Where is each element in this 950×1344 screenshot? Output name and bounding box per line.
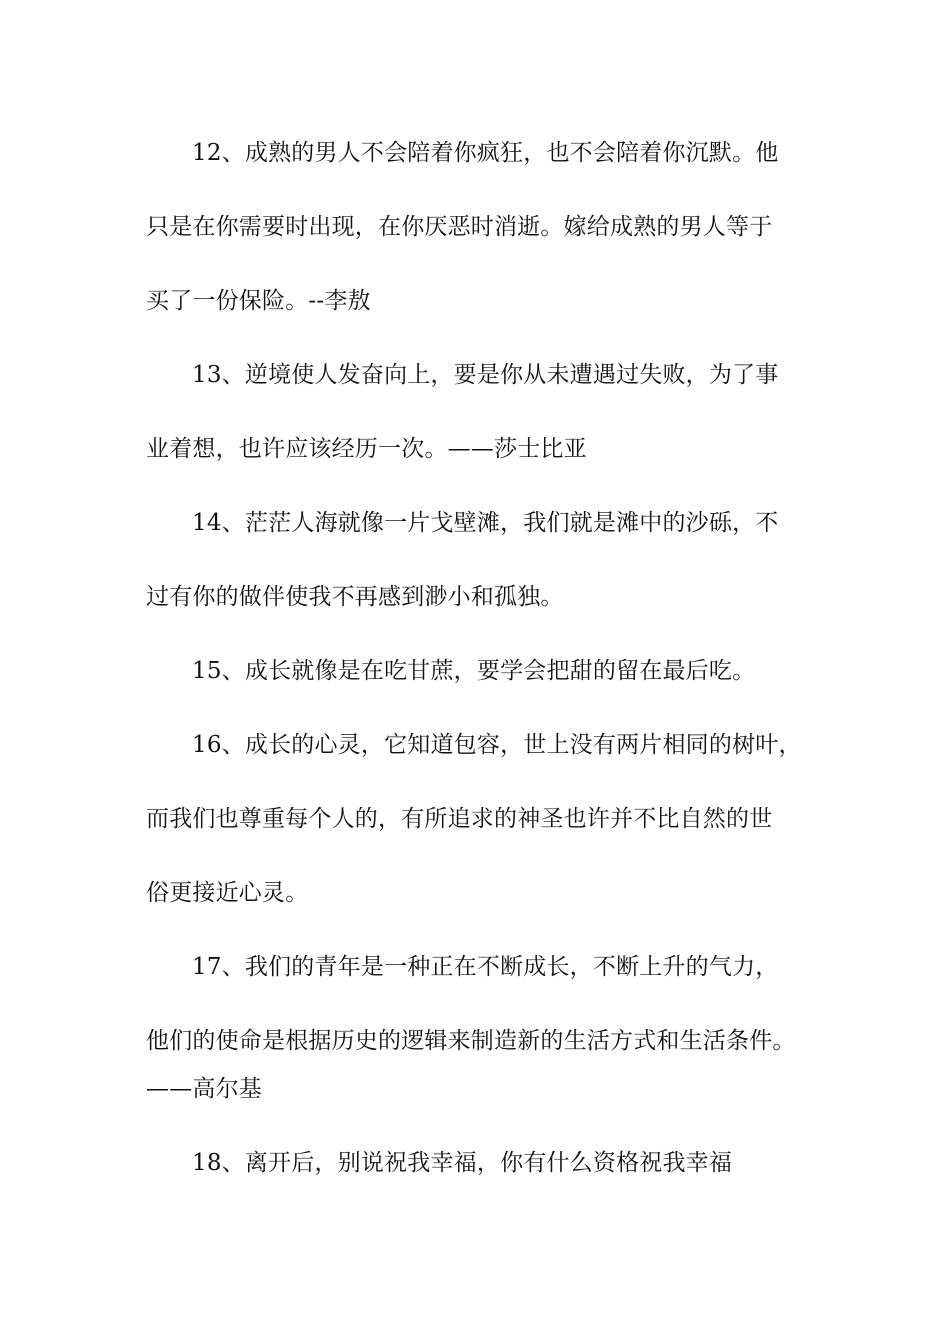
paragraph-line: ——高尔基 xyxy=(146,1076,262,1102)
paragraph-line: 而我们也尊重每个人的，有所追求的神圣也许并不比自然的世 xyxy=(146,806,773,832)
paragraph-quote-17 xyxy=(146,944,816,1140)
paragraph-quote-18 xyxy=(146,1140,816,1214)
paragraph-line: 15、成长就像是在吃甘蔗，要学会把甜的留在最后吃。 xyxy=(192,658,756,684)
paragraph-line: 16、成长的心灵，它知道包容，世上没有两片相同的树叶， xyxy=(192,732,802,758)
paragraph-line: 14、茫茫人海就像一片戈壁滩，我们就是滩中的沙砾，不 xyxy=(192,510,779,536)
paragraph-quote-15 xyxy=(146,648,816,722)
paragraph-line: 只是在你需要时出现，在你厌恶时消逝。嫁给成熟的男人等于 xyxy=(146,214,773,240)
paragraph-line: 过有你的做伴使我不再感到渺小和孤独。 xyxy=(146,584,564,610)
paragraph-line: 12、成熟的男人不会陪着你疯狂，也不会陪着你沉默。他 xyxy=(192,140,779,166)
paragraph-line: 买了一份保险。--李敖 xyxy=(146,288,371,314)
paragraph-line: 13、逆境使人发奋向上，要是你从未遭遇过失败，为了事 xyxy=(192,362,779,388)
document-body xyxy=(146,130,816,1214)
paragraph-line: 业着想，也许应该经历一次。——莎士比亚 xyxy=(146,436,587,462)
paragraph-quote-16 xyxy=(146,722,816,944)
paragraph-line: 18、离开后，别说祝我幸福，你有什么资格祝我幸福 xyxy=(192,1150,733,1176)
paragraph-quote-14 xyxy=(146,500,816,648)
paragraph-line: 俗更接近心灵。 xyxy=(146,880,309,906)
paragraph-line: 他们的使命是根据历史的逻辑来制造新的生活方式和生活条件。 xyxy=(146,1028,796,1054)
paragraph-quote-12 xyxy=(146,130,816,352)
paragraph-quote-13 xyxy=(146,352,816,500)
paragraph-line: 17、我们的青年是一种正在不断成长，不断上升的气力， xyxy=(192,954,779,980)
